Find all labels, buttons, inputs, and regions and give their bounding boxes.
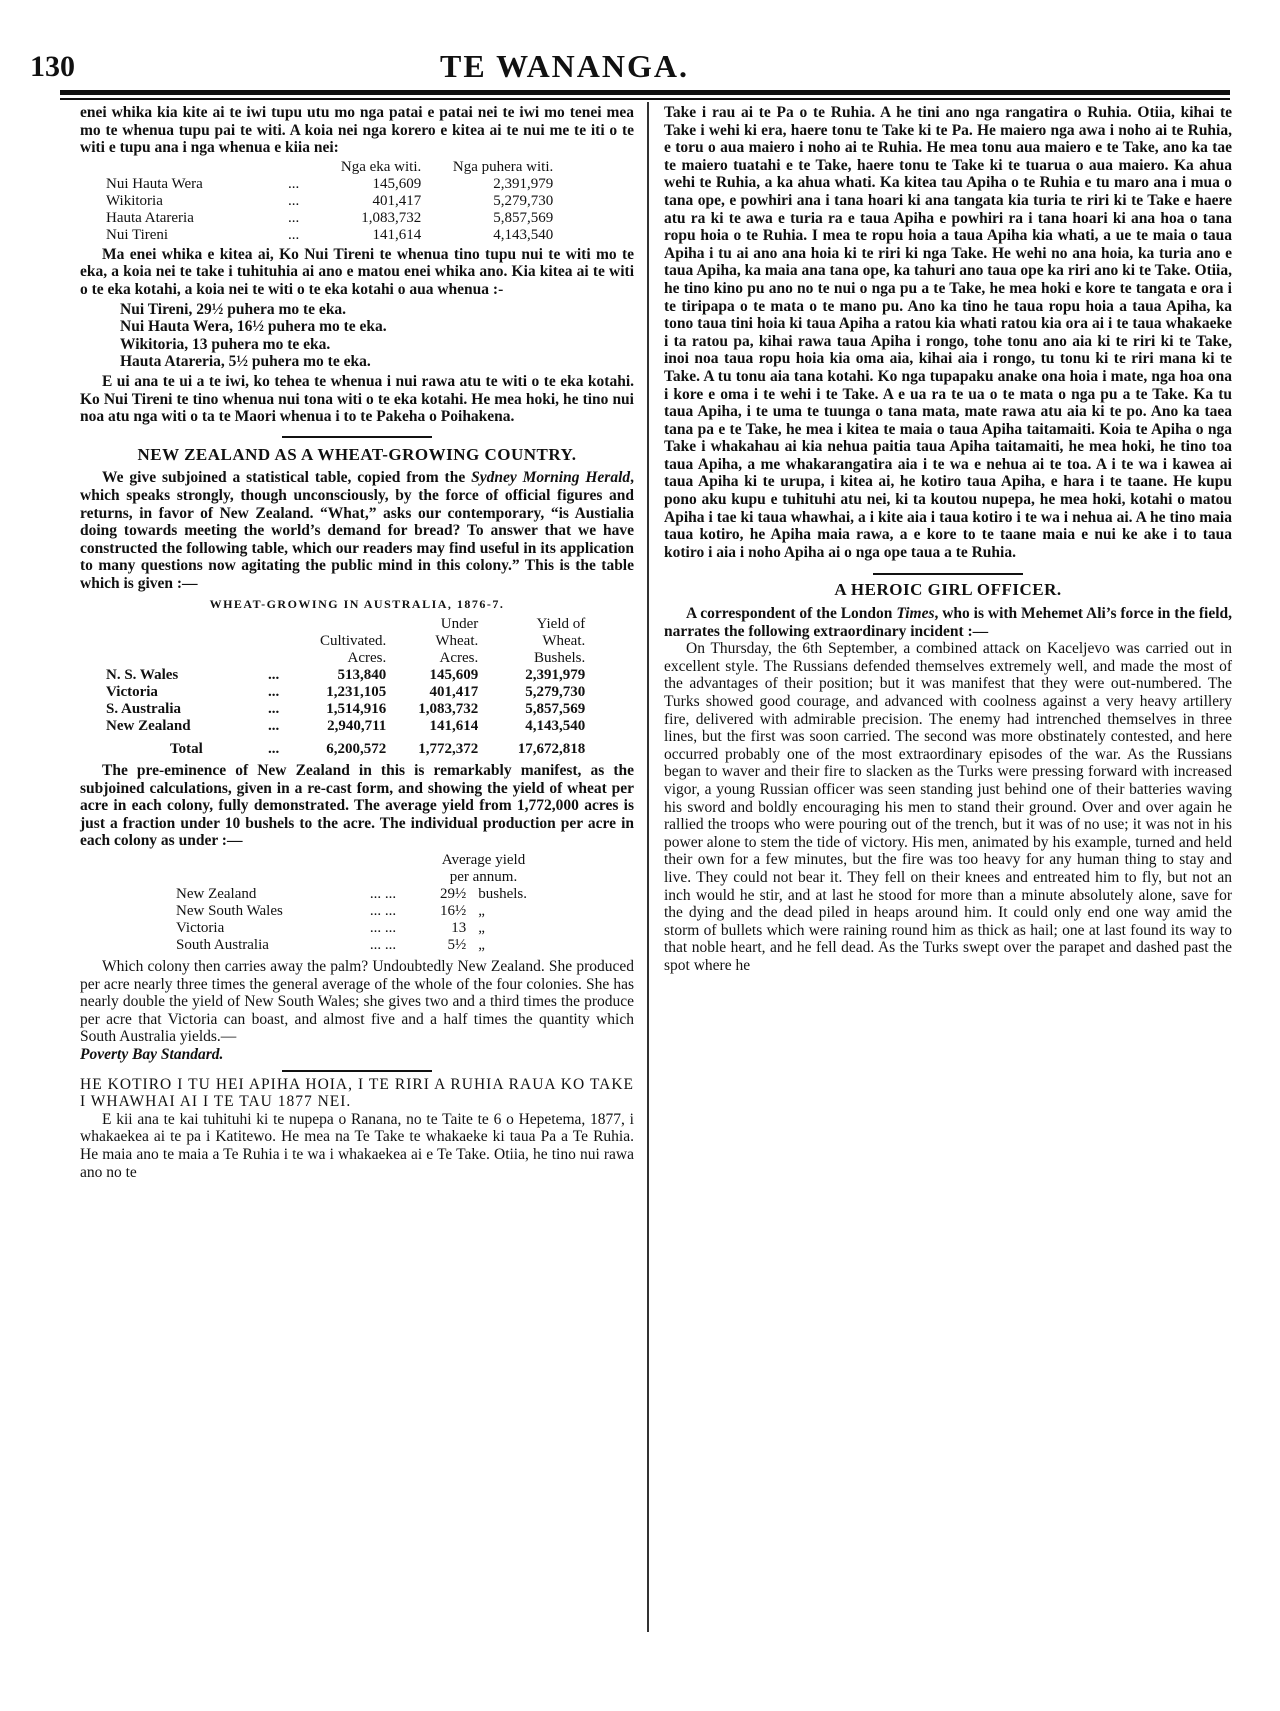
table-cell: ...: [268, 667, 280, 684]
page-number: 130: [30, 50, 75, 83]
table-cell: 1,083,732: [418, 701, 479, 718]
table-row: [100, 193, 559, 210]
table-cell: Total: [170, 741, 203, 758]
table-row: [170, 886, 533, 903]
table-row: [100, 684, 591, 701]
table-header: [100, 633, 262, 650]
table-cell: 13: [451, 920, 467, 937]
table-header: [282, 159, 305, 176]
table-cell: New Zealand: [106, 718, 191, 735]
table-cell: 5,279,730: [525, 684, 586, 701]
table-cell: Victoria: [176, 920, 225, 937]
table-cell: 401,417: [429, 684, 479, 701]
table-cell: ... ...: [369, 903, 397, 920]
table-cell: ...: [288, 226, 300, 243]
table-cell: 5,857,569: [493, 209, 554, 226]
table-header: [262, 633, 285, 650]
list-item: Wikitoria, 13 puhera mo te eka.: [120, 335, 331, 353]
section-divider: [282, 436, 432, 438]
table-cell: 401,417: [372, 192, 422, 209]
table-cell: ... ...: [369, 937, 397, 954]
wheat-article-title: NEW ZEALAND AS A WHEAT-GROWING COUNTRY.: [137, 444, 577, 464]
table-cell: „: [478, 937, 485, 954]
table-header: [100, 616, 262, 633]
average-yield-table: [170, 852, 533, 954]
table-header: Average yield: [441, 852, 526, 869]
list-item: Nui Tireni, 29½ puhera mo te eka.: [120, 300, 347, 318]
kotiro-article-title: HE KOTIRO I TU HEI APIHA HOIA, I TE RIRI A RUHIA RAUA KO TAKE I WHAWHAI AI I TE TAU 1877 NEI.: [80, 1075, 634, 1111]
table-row: [170, 920, 533, 937]
maori-wheat-table: [100, 159, 559, 244]
table-header: [332, 852, 434, 869]
table-header: per annum.: [449, 869, 518, 886]
table-cell: 513,840: [337, 667, 387, 684]
table-cell: Nui Hauta Wera: [106, 175, 203, 192]
table-cell: 1,772,372: [418, 741, 479, 758]
table-header: Nga eka witi.: [340, 158, 422, 175]
section-divider: [282, 1070, 432, 1072]
table-cell: ...: [268, 701, 280, 718]
table-row: [100, 667, 591, 684]
table-cell: 141,614: [372, 226, 422, 243]
table-cell: ... ...: [369, 886, 397, 903]
newspaper-name: Times: [896, 605, 935, 623]
left-column: [80, 104, 634, 1181]
table-cell: ...: [268, 718, 280, 735]
girl-intro: [664, 605, 1232, 640]
right-column: [664, 104, 1232, 975]
table-row: [170, 903, 533, 920]
table-cell: S. Australia: [106, 701, 182, 718]
table-cell: „: [478, 903, 485, 920]
table-cell: Hauta Atareria: [106, 209, 194, 226]
wheat-paragraph: Which colony then carries away the palm? Undoubtedly New Zealand. She produced per acre nearly three times the general average of the whole of the four colonies. She has nearly double the yield of New South Wales; she gives two and a third times the produce per acre that Victoria can boast, and almost five and a half times the quantity which South Australia yields.—: [80, 958, 634, 1046]
table-row: [100, 701, 591, 718]
table-cell: 5,857,569: [525, 701, 586, 718]
table-cell: Wikitoria: [106, 192, 163, 209]
table-header: Bushels.: [533, 650, 586, 667]
table-header: [285, 616, 392, 633]
column-divider: [647, 102, 649, 1632]
table-cell: 6,200,572: [326, 741, 387, 758]
table-cell: ...: [288, 175, 300, 192]
table-cell: 145,609: [372, 175, 422, 192]
text-run: , who is with Mehemet Ali’s force in the field, narrates the following extraordinary incident :—: [664, 605, 1232, 640]
table-row: [100, 718, 591, 735]
text-run: We give subjoined a statistical table, copied from the: [102, 469, 472, 487]
table-header: Under: [440, 616, 479, 633]
table-row: [170, 937, 533, 954]
table-header: Nga puhera witi.: [452, 158, 554, 175]
table-cell: 2,391,979: [525, 667, 586, 684]
text-run: , which speaks strongly, though unconsciously, by the force of official figures and returns, in favor of New Zealand. “What,” asks our contemporary, “is Austialia doing towards meeting the world’s demand for bread? To answer that we have constructed the following table, which our readers may find useful in its application to many questions now agitating the public mind in this colony.” This is the table which is given :—: [80, 469, 634, 592]
table-cell: 2,940,711: [327, 718, 387, 735]
table-header: [170, 852, 332, 869]
kotiro-continuation: Take i rau ai te Pa o te Ruhia. A he tini ano nga rangatira o Ruhia. Otiia, kihai te Take i wehi ki era, haere tonu te Take ki te Pa. He maiero nga awa i noho ai te Ruhia, e toru o aua maiero i noho ai te Ruhia. He mea tonu aua maiero e te Take, ano ka tae te maiero tuatahi e te Take, haere tonu te Take ki te tuarua o aua maiero. Ka ahua wehi te Ruhia, a ka ahua whati. Ka kitea tau Apiha o te Ruhia e tu maro ana i mua o tana ope, e powhiri ana i tana hoari ki ana tangata kia turia te riri ki te Take e haere atu ra ki te awa e turia ra e taua Apiha e powhiri ra i tana hoari ki ana hoa o tana ropu hoia o te Ruhia. I mea te ropu hoia a taua Apiha kia whati, a ue te maia o taua Apiha i tu ai ano ana hoia ki te riri ki nga Take. He wehi no ana hoia, ka turia ano e taua Apiha, ka maia ana tana ope, ka tahuri ano taua ope ka riri ano ki te Take. Otiia, he tino kino pu ano no te nui o nga pu a te Take, he mea hoki e kore te tangata e ora i te tiripapa o te mata o te mano pu. Ano ka tino he taua ropu hoia a taua Apiha, ka tono taua tini hoia ki taua Apiha a ratou kia whati ratou kia ora ai i te taua whakaeke i ta ratou pa, kihai rawa taua Apiha i rongo, tohe tonu ano aia ki te riri ki te Take, inoi noa taua ropu hoia kia oma aia, kihai aia i rongo, tu tonu ki te riri mana ki te Take. A tu tonu aia tana kotahi. Ko nga tupapaku anake ona hoia i mate, nga hoa ona i kore e oma i te wehi i te Take. A e ua ra te ua o te mata o nga pu a te Take. Ka tu taua Apiha, i te uma te tuunga o tana mata, mate rawa atu aia ki te po. Ano ka taea tana pa e te Take, he mea i kitea te maia o taua Apiha taitamaiti. Koia te Apiha o nga Take i whakahau ai kia nehua paitia taua Apiha taitamaiti, he mea hoki, he tino toa taua Apiha, a me whakarangatira aia i te wa e nehua ai te toa. A i te wa i kawea ai taua Apiha ki te urupa, i kitea ai, he kotiro taua Apiha, e hara i te taane. He kupu pono aku kupu e tuhituhi atu nei, ki ta koutou nupepa, he mea hoki, kotahi o matou Apiha i tae ki taua whawhai, a i kite aia i taua kotiro i te wa i nehua ai. A he tino maia taua kotiro, he Apiha maia rawa, a e kore to te taane maia e nui ke ake i to taua kotiro i aia i noho Apiha ai o nga ope taua a te Ruhia.: [664, 104, 1232, 561]
intro-paragraph: enei whika kia kite ai te iwi tupu utu mo nga patai e patai nei te iwi mo tenei mea mo te whenua tupu pai te witi. A koia nei nga korero e kitea ai te nui me te iti o te witi e tupu ana i nga whenua e kiia nei:: [80, 104, 634, 157]
table-cell: 17,672,818: [517, 741, 586, 758]
table-header: Cultivated.: [320, 633, 387, 650]
table-row: [100, 210, 559, 227]
masthead-title: TE WANANGA.: [440, 48, 689, 84]
table-cell: 1,083,732: [361, 209, 422, 226]
wheat-paragraph: The pre-eminence of New Zealand in this is remarkably manifest, as the subjoined calculations, given in a re-cast form, and showing the yield of wheat per acre in each colony, fully demonstrated. The average yield from 1,772,000 acres is just a fraction under 10 bushels to the acre. The individual production per acre in each colony as under :—: [80, 762, 634, 850]
header-rule: [60, 90, 1230, 95]
table-cell: Nui Tireni: [106, 226, 169, 243]
table-header: [262, 650, 285, 667]
table-header: Acres.: [347, 650, 387, 667]
table-cell: 1,514,916: [326, 701, 387, 718]
table-cell: 141,614: [429, 718, 479, 735]
table-cell: 1,231,105: [326, 684, 387, 701]
table-header: Wheat.: [542, 633, 586, 650]
table-cell: 16½: [440, 903, 467, 920]
table-cell: ...: [288, 209, 300, 226]
table-cell: 145,609: [429, 667, 479, 684]
table-header: Yield of: [536, 616, 586, 633]
list-item: Nui Hauta Wera, 16½ puhera mo te eka.: [120, 318, 387, 336]
paragraph: E ui ana te ui a te iwi, ko tehea te whenua i nui rawa atu te witi o te eka kotahi. Ko Nui Tireni te tino whenua nui tona witi o te eka kotahi. He mea hoki, he tino nui noa atu nga witi o ta te Maori whenua i to te Pakeha o Poihakena.: [80, 372, 634, 426]
table-header: Wheat.: [435, 633, 479, 650]
table-cell: bushels.: [478, 886, 527, 903]
section-divider: [873, 573, 1023, 575]
wheat-paragraph: [80, 469, 634, 592]
table-cell: ...: [288, 192, 300, 209]
table-cell: New Zealand: [176, 886, 257, 903]
newspaper-name: Sydney Morning Herald: [471, 469, 631, 487]
table-cell: 29½: [440, 886, 467, 903]
table-cell: ...: [268, 684, 280, 701]
table-header: [332, 869, 434, 886]
table-cell: South Australia: [176, 937, 269, 954]
yield-list: [120, 301, 634, 371]
girl-paragraph: On Thursday, the 6th September, a combined attack on Kaceljevo was carried out in excellent style. The Russians defended themselves extremely well, and made the most of the advantages of their position; but it was manifest that they were out-numbered. The Turks showed good courage, and advanced with coolness against a very heavy artillery fire, delivered with admirable precision. The enemy had intrenched themselves in three lines, but the first was soon carried. The second was more obstinately contested, and here occurred probably one of the most extraordinary episodes of the war. As the Russians began to waver and their fire to slacken as the Turks were pressing forward with increased vigor, a young Russian officer was seen standing just behind one of their batteries waving his sword and boldly encouraging his men to stand their ground. Over and over again he rallied the troops who were pouring out of the trench, but it was of no use; it was not in his power alone to stem the tide of victory. His men, animated by his example, turned and held their own for a few minutes, but the fire was too heavy for any human thing to stay and live. They could not bear it. They fell on their knees and entreated him to fly, but not an inch would he stir, and at last he stood for more than a minute absolutely alone, save for the dying and the dead piled in heaps around him. It could only end one way amid the storm of bullets which were raining round him as thick as hail; one at last found its way to that noble heart, and he fell dead. As the Turks swept over the parapet and dashed past the spot where he: [664, 640, 1232, 974]
table-header: [100, 650, 262, 667]
table-header: [170, 869, 332, 886]
wheat-growing-table: [100, 616, 591, 758]
girl-article-title: A HEROIC GIRL OFFICER.: [834, 580, 1062, 600]
table-row: [100, 227, 559, 244]
table-title: WHEAT-GROWING IN AUSTRALIA, 1876-7.: [209, 597, 505, 612]
table-row: [100, 176, 559, 193]
table-cell: N. S. Wales: [106, 667, 179, 684]
table-header: Acres.: [439, 650, 479, 667]
table-total-row: [100, 735, 591, 758]
table-cell: 2,391,979: [493, 175, 554, 192]
table-header: [100, 159, 282, 176]
table-cell: „: [478, 920, 485, 937]
table-cell: 4,143,540: [525, 718, 586, 735]
table-cell: ...: [268, 741, 280, 758]
list-item: Hauta Atareria, 5½ puhera mo te eka.: [120, 353, 371, 371]
table-header: [262, 616, 285, 633]
header-rule-thin: [60, 98, 1230, 100]
text-run: A correspondent of the London: [686, 605, 897, 623]
source-credit: Poverty Bay Standard.: [80, 1046, 224, 1063]
table-cell: 4,143,540: [493, 226, 554, 243]
table-cell: ... ...: [369, 920, 397, 937]
table-cell: 5,279,730: [493, 192, 554, 209]
table-cell: 5½: [447, 937, 467, 954]
table-cell: New South Wales: [176, 903, 283, 920]
kotiro-paragraph: E kii ana te kai tuhituhi ki te nupepa o Ranana, no te Taite te 6 o Hepetema, 1877, i whakaekea ai te pa i Katitewo. He mea na Te Take te whakaeke ki taua Pa a Te Ruhia. He maia ano te maia a Te Ruhia i te wa i whakaekea ai e Te Take. Otiia, he tino nui rawa ano no te: [80, 1110, 634, 1181]
paragraph: Ma enei whika e kitea ai, Ko Nui Tireni te whenua tino tupu nui te witi mo te eka, a koia nei te take i tuhituhia ai ano e matou enei whika ano. Kia kitea ai te witi o te eka kotahi, a koia nei te witi o te eka kotahi o aua whenua :-: [80, 245, 634, 298]
table-cell: Victoria: [106, 684, 158, 701]
